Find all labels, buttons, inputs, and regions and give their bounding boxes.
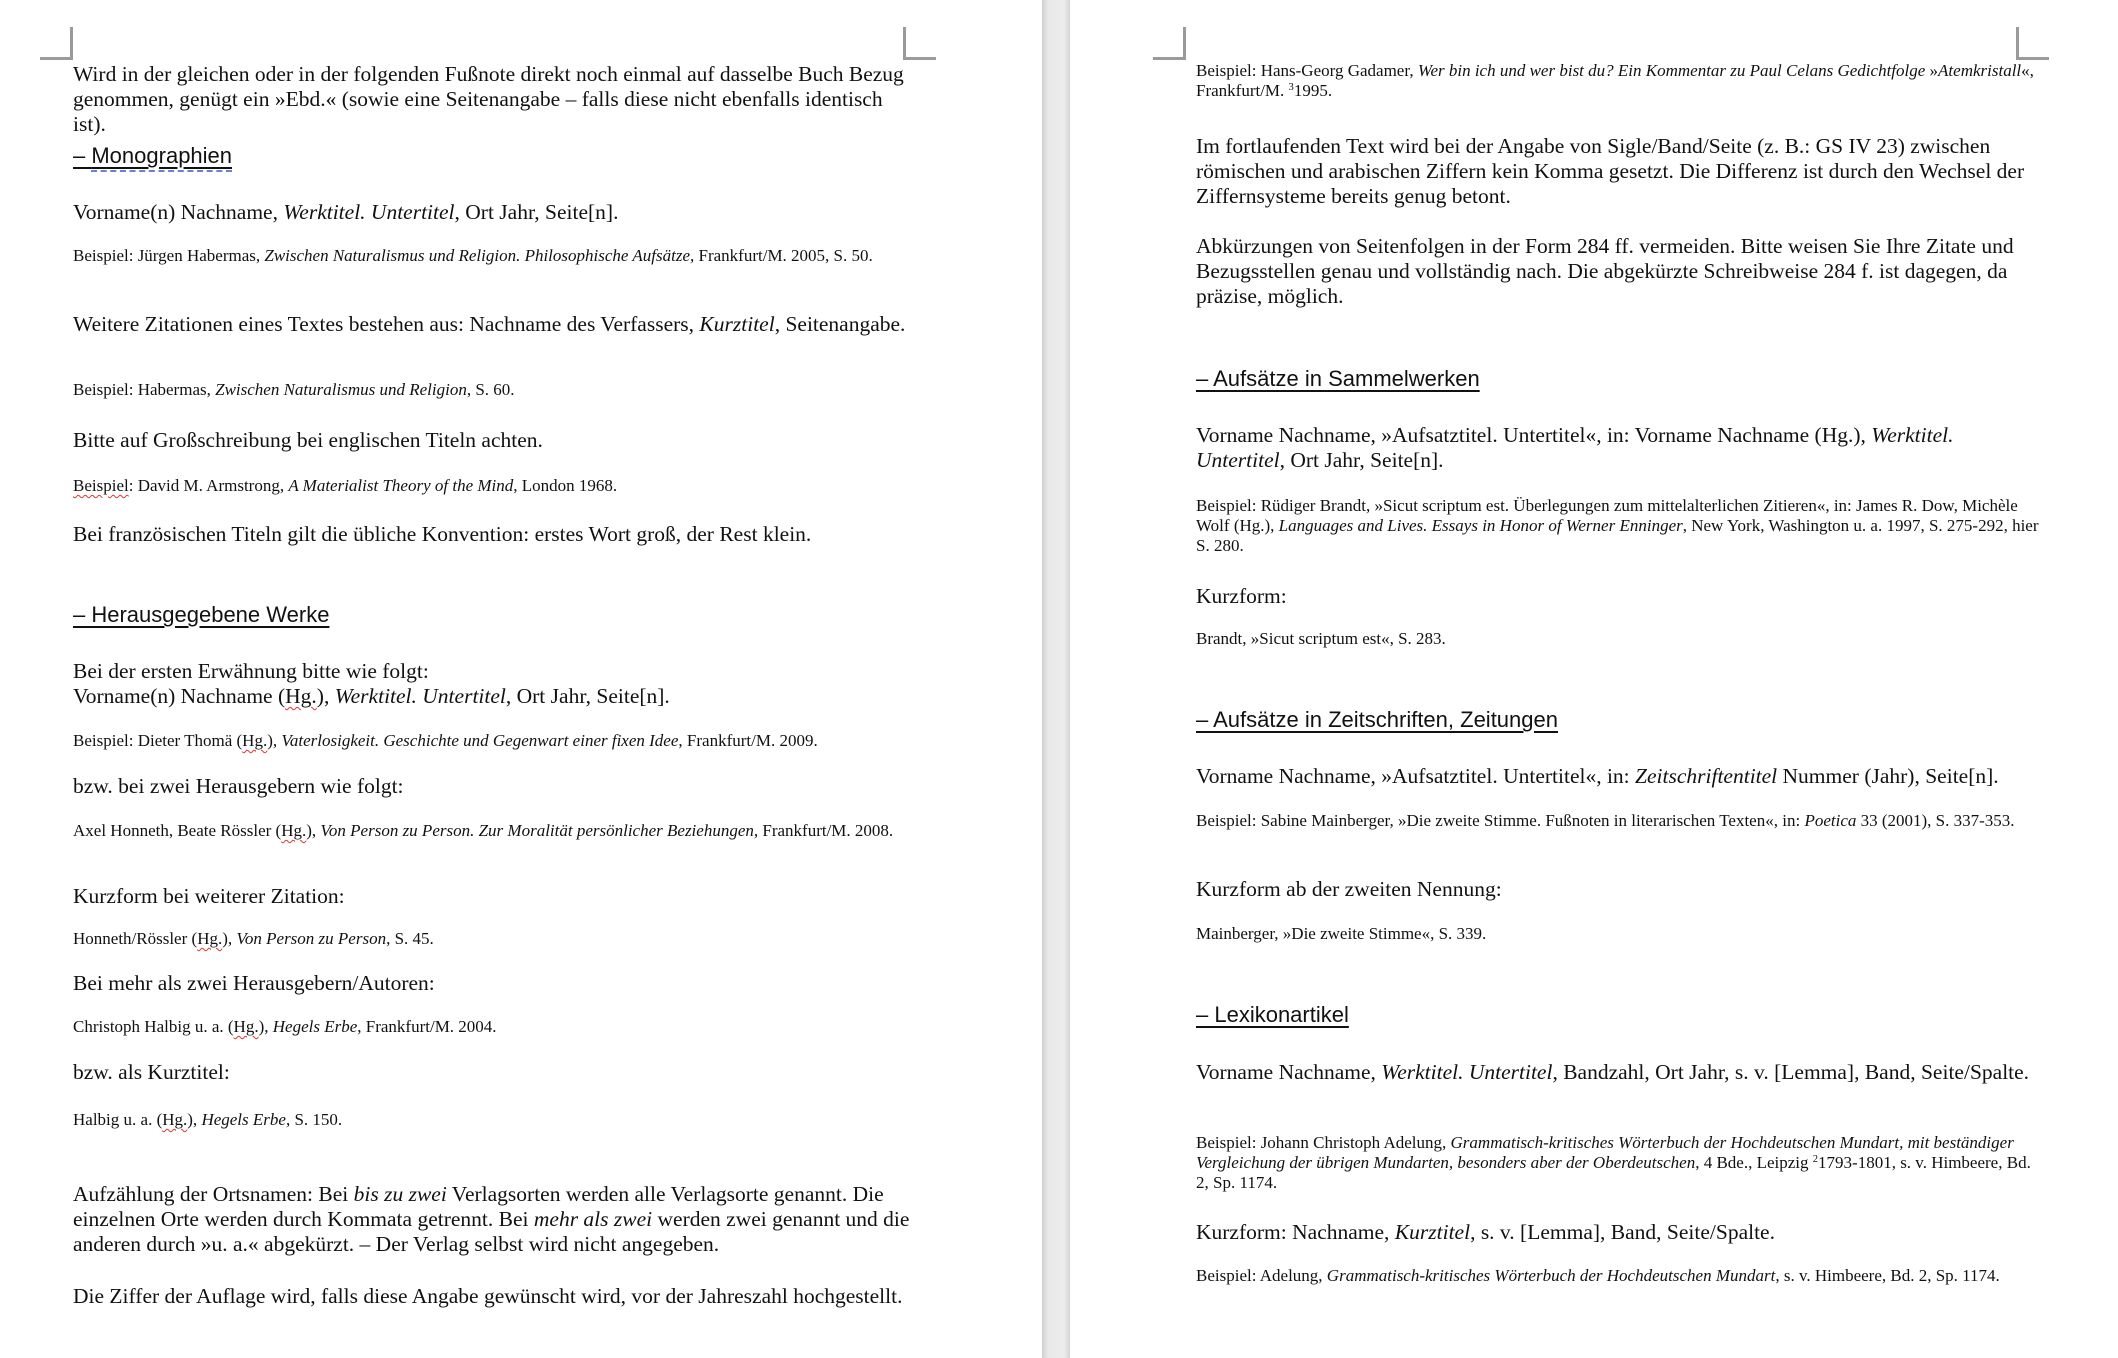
example-honneth-short: Honneth/Rössler (Hg.), Von Person zu Person, S. 45. xyxy=(73,929,434,948)
example-adelung: Beispiel: Johann Christoph Adelung, Grammatisch-kritisches Wörterbuch der Hochdeutschen Mundart, mit beständiger Vergleichung der übrigen Mundarten, besonders aber der Oberdeutschen, 4 Bde., Leipzig $^2$1793-1801, s. v. Himbeere, Bd. 2, Sp. 1174. xyxy=(1196,1133,2031,1192)
spelling-marked-word: Beispiel xyxy=(73,476,129,495)
paragraph-sigle: Im fortlaufenden Text wird bei der Angabe von Sigle/Band/Seite (z. B.: GS IV 23) zwischen römischen und arabischen Ziffern kein Komma gesetzt. Die Differenz ist durch den Wechsel der Ziffernsysteme bereits genug betont. xyxy=(1196,134,2025,208)
paragraph-short-title: bzw. als Kurztitel: xyxy=(73,1060,230,1084)
spelling-marked-word: Hg. xyxy=(233,1017,259,1036)
example-halbig-short: Halbig u. a. (Hg.), Hegels Erbe, S. 150. xyxy=(73,1110,343,1129)
paragraph-edition-number: Die Ziffer der Auflage wird, falls diese Angabe gewünscht wird, vor der Jahreszahl hochgestellt. xyxy=(73,1284,903,1308)
paragraph-ebd-note: Wird in der gleichen oder in der folgenden Fußnote direkt noch einmal auf dasselbe Buch Bezug genommen, genügt ein »Ebd.« (sowie eine Seitenangabe – falls diese nicht ebenfalls identisch ist). xyxy=(73,62,904,136)
example-habermas: Beispiel: Jürgen Habermas, Zwischen Naturalismus und Religion. Philosophische Aufsätze, Frankfurt/M. 2005, S. 50. xyxy=(73,246,873,265)
paragraph-lexicon-short: Kurzform: Nachname, Kurztitel, s. v. [Lemma], Band, Seite/Spalte. xyxy=(1196,1220,1775,1244)
paragraph-more-editors: Bei mehr als zwei Herausgebern/Autoren: xyxy=(73,971,435,995)
document-page-left xyxy=(0,0,1042,1358)
spelling-marked-word: Hg. xyxy=(162,1110,188,1129)
example-habermas-short: Beispiel: Habermas, Zwischen Naturalismus und Religion, S. 60. xyxy=(73,380,515,399)
paragraph-french-titles: Bei französischen Titeln gilt die übliche Konvention: erstes Wort groß, der Rest klein. xyxy=(73,522,812,546)
paragraph-first-mention: Bei der ersten Erwähnung bitte wie folgt: xyxy=(73,659,429,683)
paragraph-abbreviations: Abkürzungen von Seitenfolgen in der Form 284 ff. vermeiden. Bitte weisen Sie Ihre Zitate und Bezugsstellen genau und vollständig nach. Die abgekürzte Schreibweise 284 f. ist dagegen, da präzise, möglich. xyxy=(1196,234,2014,308)
example-honneth: Axel Honneth, Beate Rössler (Hg.), Von Person zu Person. Zur Moralität persönlicher Beziehungen, Frankfurt/M. 2008. xyxy=(73,821,894,840)
spelling-marked-word: Hg. xyxy=(281,821,307,840)
heading-aufsaetze-sammelwerke: – Aufsätze in Sammelwerken xyxy=(1196,366,1480,391)
example-mainberger-short: Mainberger, »Die zweite Stimme«, S. 339. xyxy=(1196,924,1487,943)
heading-monographien: – Monographien xyxy=(73,143,233,168)
heading-aufsaetze-zeitschriften: – Aufsätze in Zeitschriften, Zeitungen xyxy=(1196,707,1558,732)
example-brandt: Beispiel: Rüdiger Brandt, »Sicut scriptum est. Überlegungen zum mittelalterlichen Zitieren«, in: James R. Dow, Michèle Wolf (Hg.), Languages and Lives. Essays in Honor of Werner Enninger, New York, Washington u. a. 1997, S. 275-292, hier S. 280. xyxy=(1196,496,2039,555)
paragraph-two-editors: bzw. bei zwei Herausgebern wie folgt: xyxy=(73,774,404,798)
example-thomae: Beispiel: Dieter Thomä (Hg.), Vaterlosigkeit. Geschichte und Gegenwart einer fixen Idee, Frankfurt/M. 2009. xyxy=(73,731,818,750)
example-brandt-short: Brandt, »Sicut scriptum est«, S. 283. xyxy=(1196,629,1446,648)
page-corner-marker xyxy=(903,27,936,60)
paragraph-journal-pattern: Vorname Nachname, »Aufsatztitel. Untertitel«, in: Zeitschriftentitel Nummer (Jahr), Seite[n]. xyxy=(1196,764,1999,788)
paragraph-collection-pattern: Vorname Nachname, »Aufsatztitel. Untertitel«, in: Vorname Nachname (Hg.), Werktitel. Untertitel, Ort Jahr, Seite[n]. xyxy=(1196,423,1954,472)
paragraph-short-further: Kurzform bei weiterer Zitation: xyxy=(73,884,345,908)
paragraph-edited-pattern: Vorname(n) Nachname (Hg.), Werktitel. Untertitel, Ort Jahr, Seite[n]. xyxy=(73,684,670,708)
document-page-right xyxy=(1070,0,2118,1358)
paragraph-lexicon-pattern: Vorname Nachname, Werktitel. Untertitel, Bandzahl, Ort Jahr, s. v. [Lemma], Band, Seite/Spalte. xyxy=(1196,1060,2030,1084)
grammar-marked-word: Monographien xyxy=(91,143,233,168)
example-gadamer: Beispiel: Hans-Georg Gadamer, Wer bin ich und wer bist du? Ein Kommentar zu Paul Celans Gedichtfolge »Atemkristall«, Frankfurt/M. $^3$1995. xyxy=(1196,61,2034,100)
spelling-marked-word: Hg. xyxy=(242,731,268,750)
example-armstrong: Beispiel: David M. Armstrong, A Materialist Theory of the Mind, London 1968. xyxy=(73,476,618,495)
spelling-marked-word: Hg. xyxy=(197,929,223,948)
paragraph-monograph-pattern: Vorname(n) Nachname, Werktitel. Untertitel, Ort Jahr, Seite[n]. xyxy=(73,200,619,224)
page-corner-marker xyxy=(2016,27,2049,60)
page-corner-marker xyxy=(1153,27,1186,60)
paragraph-collection-short-label: Kurzform: xyxy=(1196,584,1287,608)
paragraph-place-names: Aufzählung der Ortsnamen: Bei bis zu zwei Verlagsorten werden alle Verlagsorte genannt. Die einzelnen Orte werden durch Kommata getrennt. Bei mehr als zwei werden zwei genannt und die anderen durch »u. a.« abgekürzt. – Der Verlag selbst wird nicht angegeben. xyxy=(73,1182,910,1256)
heading-lexikonartikel: – Lexikonartikel xyxy=(1196,1002,1349,1027)
paragraph-further-citation: Weitere Zitationen eines Textes bestehen aus: Nachname des Verfassers, Kurztitel, Seitenangabe. xyxy=(73,312,906,336)
paragraph-journal-short-label: Kurzform ab der zweiten Nennung: xyxy=(1196,877,1502,901)
spelling-marked-word: Hg. xyxy=(285,684,317,708)
page-gutter xyxy=(1042,0,1070,1358)
page-corner-marker xyxy=(40,27,73,60)
example-mainberger: Beispiel: Sabine Mainberger, »Die zweite Stimme. Fußnoten in literarischen Texten«, in: Poetica 33 (2001), S. 337-353. xyxy=(1196,811,2015,830)
example-adelung-short: Beispiel: Adelung, Grammatisch-kritisches Wörterbuch der Hochdeutschen Mundart, s. v. Himbeere, Bd. 2, Sp. 1174. xyxy=(1196,1266,2000,1285)
heading-herausgegebene-werke: – Herausgegebene Werke xyxy=(73,602,330,627)
example-halbig: Christoph Halbig u. a. (Hg.), Hegels Erbe, Frankfurt/M. 2004. xyxy=(73,1017,497,1036)
paragraph-english-titles: Bitte auf Großschreibung bei englischen Titeln achten. xyxy=(73,428,543,452)
